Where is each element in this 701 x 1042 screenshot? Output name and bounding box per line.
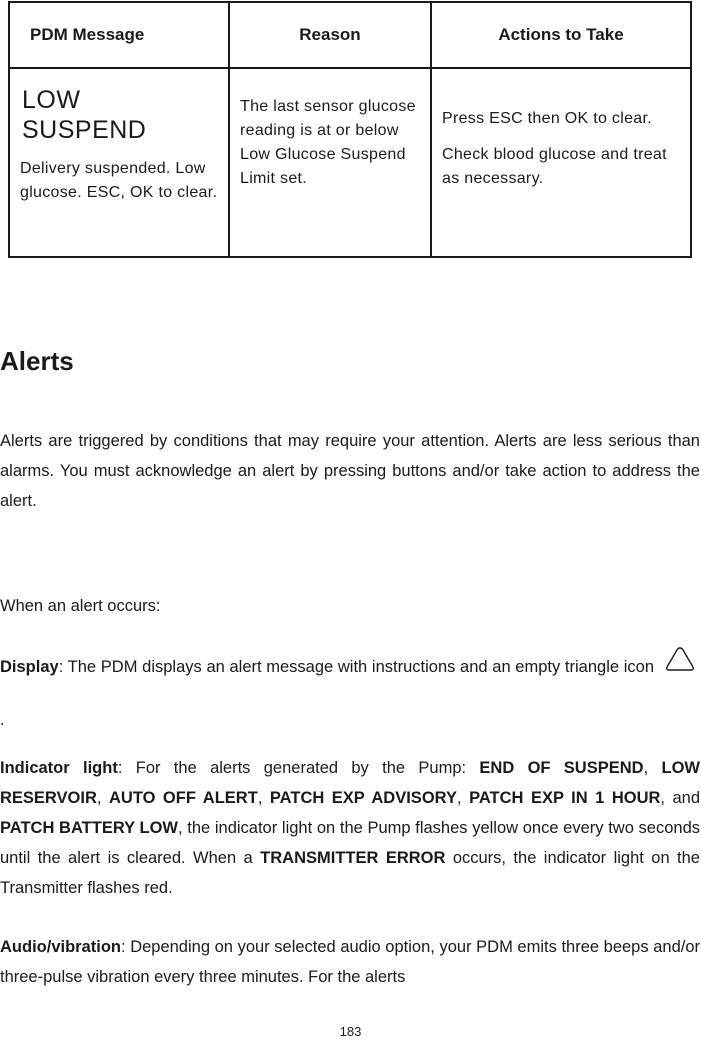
empty-triangle-icon [664, 642, 696, 694]
pdm-message-table [8, 1, 692, 258]
action-2: Check blood glucose and treat as necessary. [442, 146, 667, 187]
section-title: Alerts [0, 346, 74, 376]
display-label: Display [0, 658, 59, 676]
table-row [9, 68, 691, 257]
reason-cell [229, 68, 431, 257]
reason-text: The last sensor glucose reading is at or below Low Glucose Suspend Limit set. [240, 98, 416, 187]
alert-patch-battery-low: PATCH BATTERY LOW [0, 819, 178, 837]
indicator-text-2: , the indicator light on the Pump flashes yellow once every two seconds until the alert is cleared. When a [0, 819, 700, 867]
actions-cell [431, 68, 691, 257]
display-paragraph [0, 641, 700, 746]
indicator-and: , and [660, 789, 701, 807]
indicator-text-3: occurs, the indicator light on the Transmitter flashes red. [0, 849, 700, 897]
message-title [22, 85, 218, 145]
message-title-line2: SUSPEND [22, 116, 147, 144]
display-trailing: . [0, 710, 5, 729]
indicator-text-1: : For the alerts generated by the Pump: [117, 759, 480, 777]
intro-paragraph: Alerts are triggered by conditions that may require your attention. Alerts are less serious than alarms. You must acknowledge an alert by pressing buttons and/or take action to address the alert. [0, 432, 700, 510]
header-reason: Reason [229, 2, 431, 68]
action-1: Press ESC then OK to clear. [442, 110, 652, 127]
page-number: 183 [339, 1024, 362, 1039]
table-header-row [9, 2, 691, 68]
when-occurs-text: When an alert occurs: [0, 597, 161, 615]
indicator-label: Indicator light [0, 759, 118, 777]
message-cell [9, 68, 229, 257]
alert-low-reservoir: LOW RESERVOIR [0, 759, 700, 807]
header-actions: Actions to Take [431, 2, 691, 68]
audio-paragraph [0, 932, 700, 992]
display-text: : The PDM displays an alert message with instructions and an empty triangle icon [58, 658, 654, 676]
indicator-paragraph: Indicator light: For the alerts generated by the Pump: END OF SUSPEND, LOW RESERVOIR, AUTO OFF ALERT, PATCH EXP ADVISORY, PATCH EXP IN 1 HOUR, and PATCH BATTERY LOW, the indicator light on the Pump flashes yellow once every two seconds until the alert is cleared. When a TRANSMITTER ERROR occurs, the indicator light on the Transmitter flashes red. [0, 759, 701, 897]
message-body: Delivery suspended. Low glucose. ESC, OK to clear. [20, 160, 218, 201]
audio-label: Audio/vibration [0, 938, 121, 956]
alert-patch-exp-advisory: PATCH EXP ADVISORY [269, 789, 457, 807]
header-pdm-message: PDM Message [9, 2, 229, 68]
alert-patch-exp-1-hour: PATCH EXP IN 1 HOUR [469, 789, 661, 807]
message-title-line1: LOW [22, 86, 81, 114]
alert-end-of-suspend: END OF SUSPEND [479, 759, 644, 777]
alert-auto-off: AUTO OFF ALERT [108, 789, 258, 807]
alert-transmitter-error: TRANSMITTER ERROR [260, 849, 446, 867]
audio-text: : Depending on your selected audio option, your PDM emits three beeps and/or three-pulse vibration every three minutes. For the alerts [0, 938, 700, 986]
